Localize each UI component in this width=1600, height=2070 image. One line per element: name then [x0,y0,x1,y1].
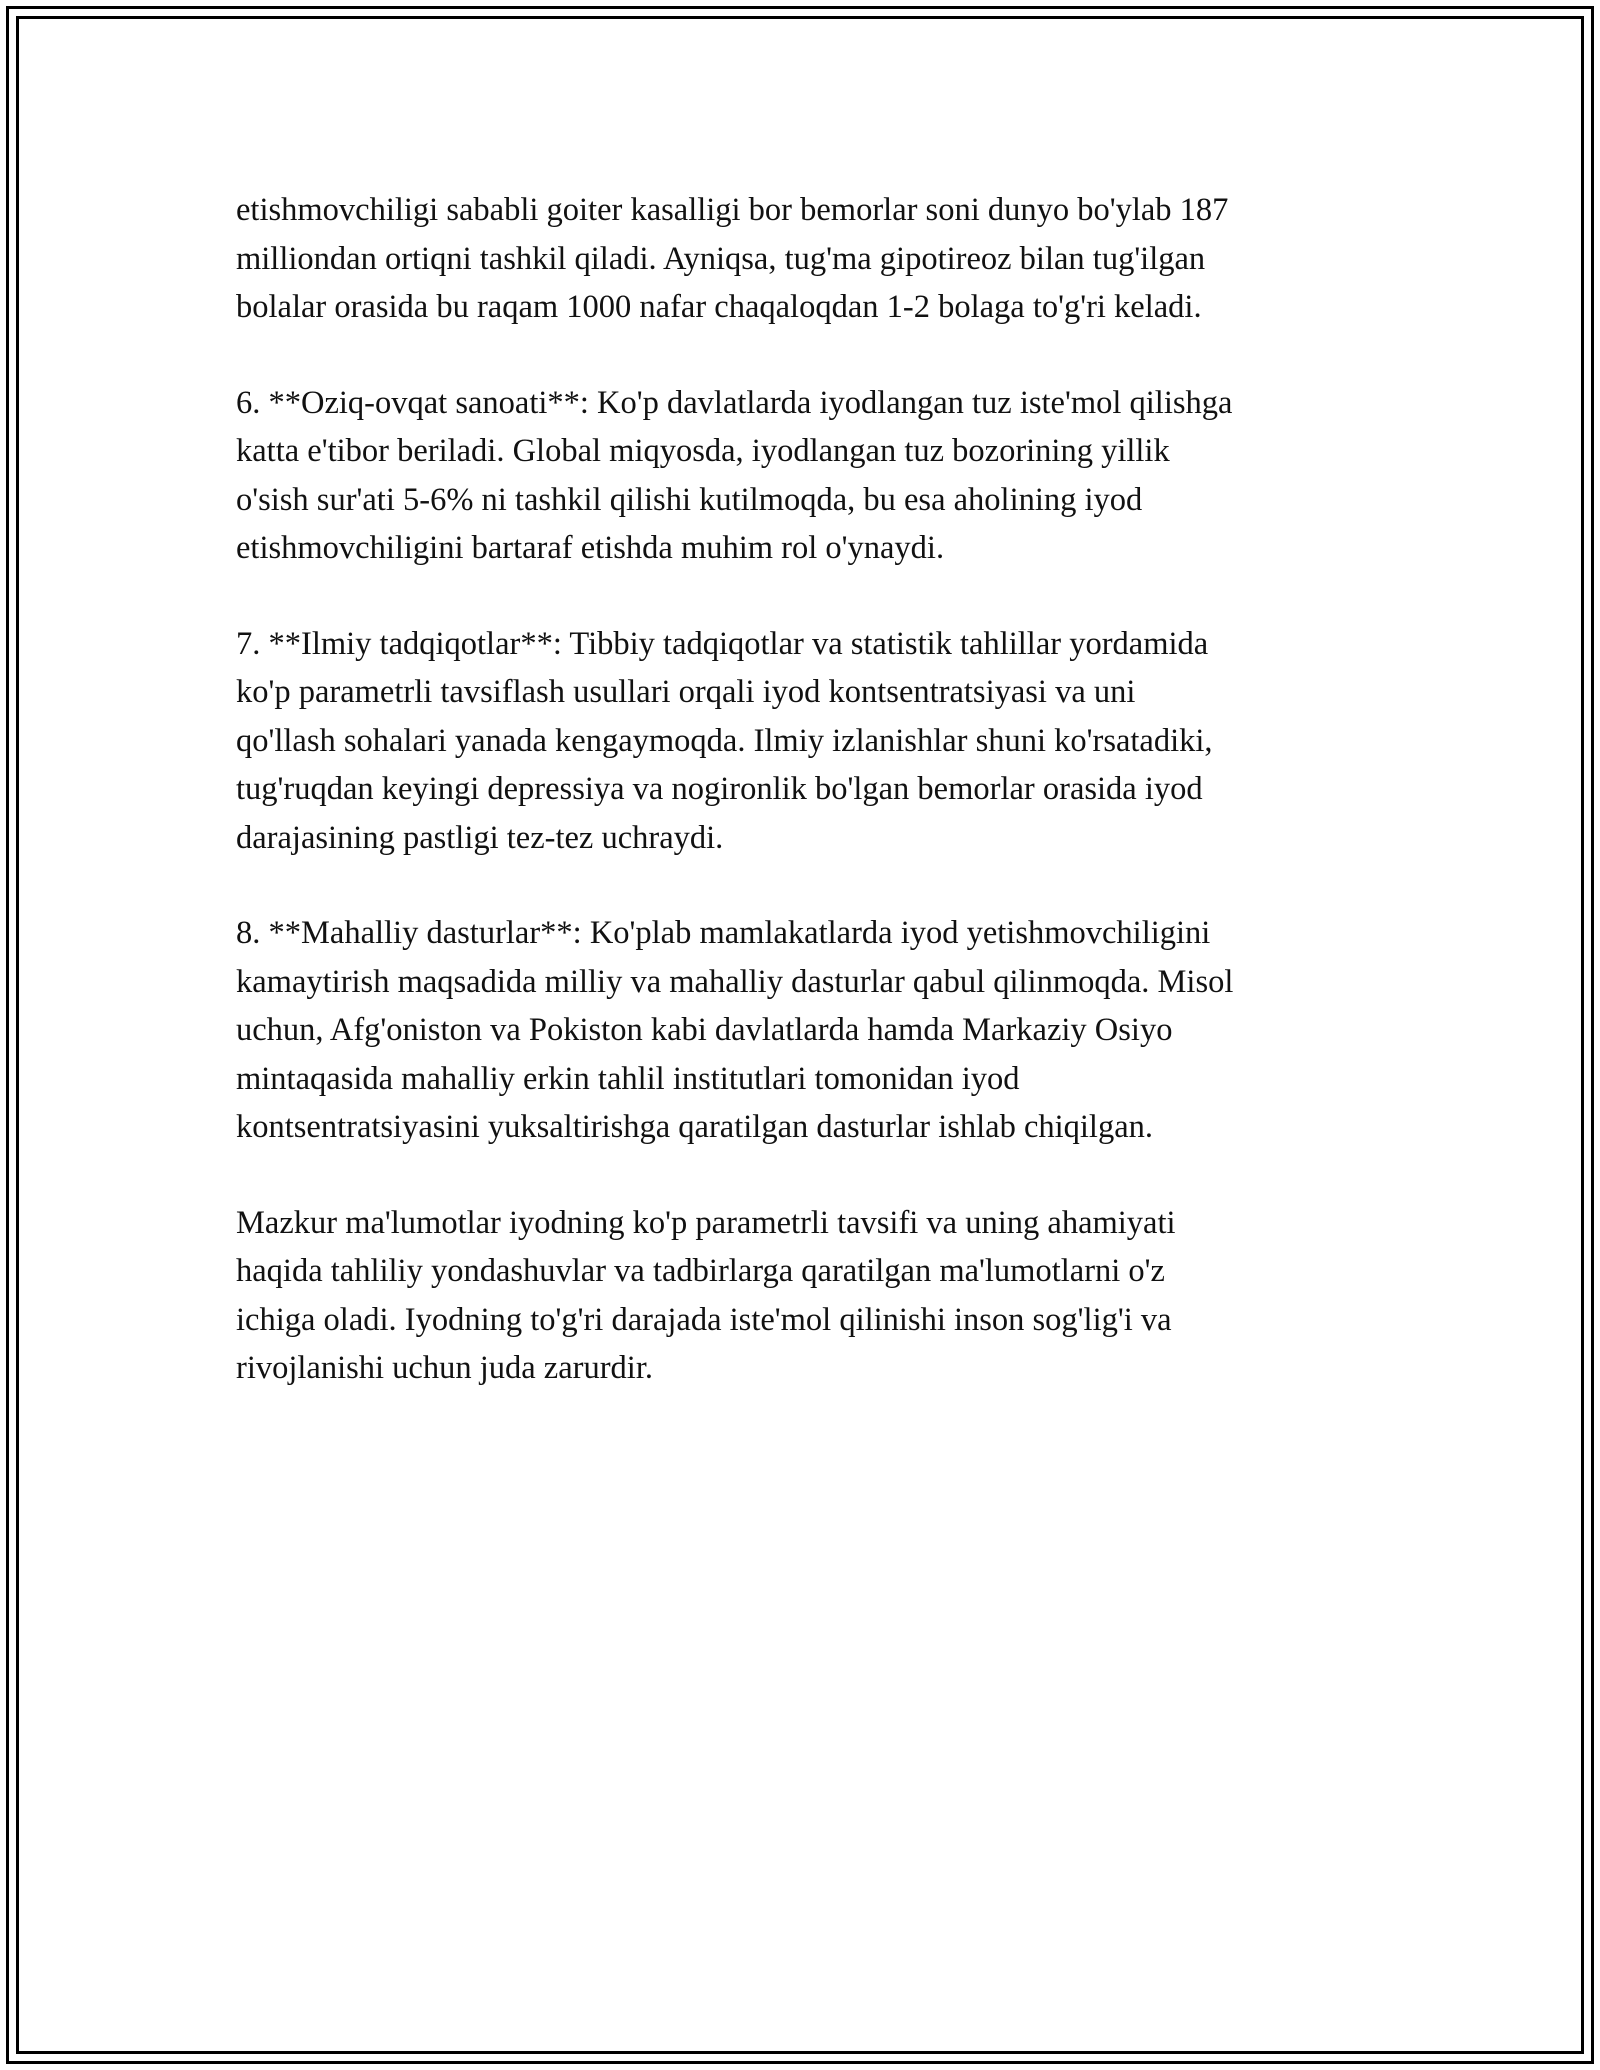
text-line: mintaqasida mahalliy erkin tahlil institutlari tomonidan iyod [236,1060,1020,1097]
paragraph-food-industry [236,379,1386,573]
paragraph-scientific-research [236,620,1386,863]
text-line: ichiga oladi. Iyodning to'g'ri darajada iste'mol qilinishi inson sog'lig'i va [236,1301,1172,1338]
paragraph-conclusion [236,1199,1386,1393]
text-line: qo'llash sohalari yanada kengaymoqda. Ilmiy izlanishlar shuni ko'rsatadiki, [236,722,1213,759]
text-line: etishmovchiligi sababli goiter kasalligi bor bemorlar soni dunyo bo'ylab 187 [236,192,1229,228]
text-line: kamaytirish maqsadida milliy va mahalliy dasturlar qabul qilinmoqda. Misol [236,963,1234,1000]
text-line: milliondan ortiqni tashkil qiladi. Ayniqsa, tug'ma gipotireoz bilan tug'ilgan [236,240,1206,277]
text-line: ko'p parametrli tavsiflash usullari orqali iyod kontsentratsiyasi va uni [236,674,1136,710]
text-line: etishmovchiligini bartaraf etishda muhim rol o'ynaydi. [236,530,945,566]
text-line: 6. **Oziq-ovqat sanoati**: Ko'p davlatlarda iyodlangan tuz iste'mol qilishga [236,384,1233,421]
text-line: rivojlanishi uchun juda zarurdir. [236,1350,653,1386]
text-line: 7. **Ilmiy tadqiqotlar**: Tibbiy tadqiqotlar va statistik tahlillar yordamida [236,625,1209,662]
text-line: bolalar orasida bu raqam 1000 nafar chaqaloqdan 1-2 bolaga to'g'ri keladi. [236,289,1202,325]
text-line: haqida tahliliy yondashuvlar va tadbirlarga qaratilgan ma'lumotlarni o'z [236,1253,1165,1289]
text-line: o'sish sur'ati 5-6% ni tashkil qilishi kutilmoqda, bu esa aholining iyod [236,481,1143,518]
document-body [236,186,1386,1440]
text-line: 8. **Mahalliy dasturlar**: Ko'plab mamlakatlarda iyod yetishmovchiligini [236,915,1211,951]
text-line: katta e'tibor beriladi. Global miqyosda, iyodlangan tuz bozorining yillik [236,433,1170,469]
text-line: tug'ruqdan keyingi depressiya va nogironlik bo'lgan bemorlar orasida iyod [236,771,1203,807]
text-line: kontsentratsiyasini yuksaltirishga qaratilgan dasturlar ishlab chiqilgan. [236,1109,1154,1145]
text-line: darajasining pastligi tez-tez uchraydi. [236,819,724,856]
text-line: Mazkur ma'lumotlar iyodning ko'p parametrli tavsifi va uning ahamiyati [236,1204,1176,1241]
paragraph-goiter-statistics [236,186,1386,332]
text-line: uchun, Afg'oniston va Pokiston kabi davlatlarda hamda Markaziy Osiyo [236,1012,1173,1048]
paragraph-local-programs [236,909,1386,1152]
